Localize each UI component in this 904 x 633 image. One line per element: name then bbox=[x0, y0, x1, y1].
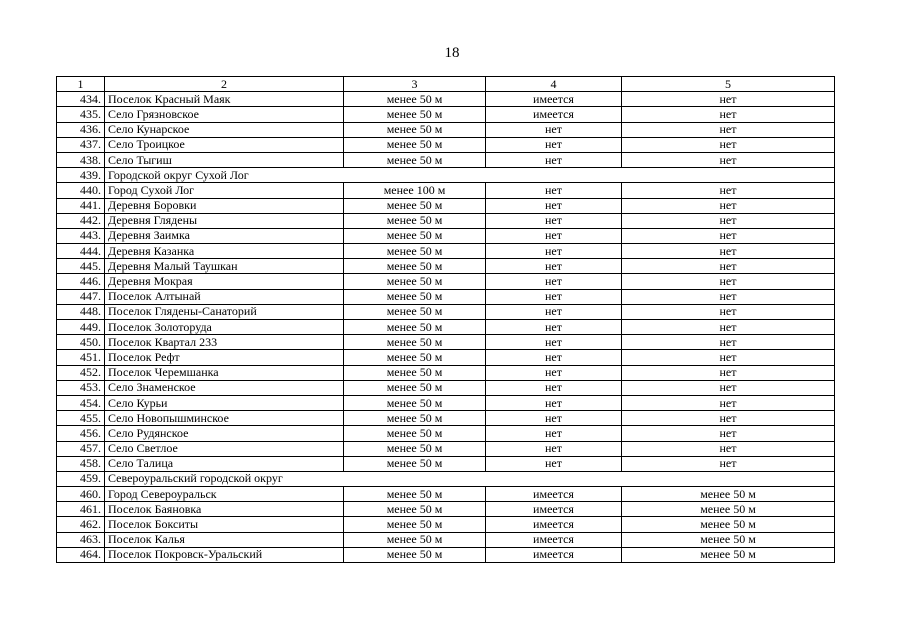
col-5-value: нет bbox=[622, 365, 835, 380]
table-row bbox=[57, 365, 835, 380]
header-col-5: 5 bbox=[622, 77, 835, 92]
col-3-value: менее 50 м bbox=[344, 152, 486, 167]
settlement-name: Поселок Рефт bbox=[105, 350, 344, 365]
settlement-name: Село Грязновское bbox=[105, 107, 344, 122]
settlement-name: Село Троицкое bbox=[105, 137, 344, 152]
col-3-value: менее 50 м bbox=[344, 547, 486, 562]
table-body bbox=[57, 77, 835, 563]
col-5-value: нет bbox=[622, 350, 835, 365]
row-number: 447. bbox=[57, 289, 105, 304]
settlement-name: Село Новопышминское bbox=[105, 411, 344, 426]
row-number: 455. bbox=[57, 411, 105, 426]
row-number: 437. bbox=[57, 137, 105, 152]
col-4-value: нет bbox=[486, 335, 622, 350]
settlement-name: Село Тыгиш bbox=[105, 152, 344, 167]
settlement-name: Поселок Бокситы bbox=[105, 517, 344, 532]
row-number: 458. bbox=[57, 456, 105, 471]
col-5-value: нет bbox=[622, 441, 835, 456]
col-4-value: имеется bbox=[486, 107, 622, 122]
col-3-value: менее 50 м bbox=[344, 198, 486, 213]
col-5-value: нет bbox=[622, 304, 835, 319]
table-row bbox=[57, 92, 835, 107]
col-3-value: менее 50 м bbox=[344, 380, 486, 395]
col-3-value: менее 50 м bbox=[344, 335, 486, 350]
settlement-name: Поселок Покровск-Уральский bbox=[105, 547, 344, 562]
col-4-value: имеется bbox=[486, 517, 622, 532]
row-number: 460. bbox=[57, 487, 105, 502]
col-4-value: нет bbox=[486, 244, 622, 259]
row-number: 459. bbox=[57, 471, 105, 486]
row-number: 463. bbox=[57, 532, 105, 547]
col-5-value: нет bbox=[622, 228, 835, 243]
section-title: Североуральский городской округ bbox=[105, 471, 835, 486]
row-number: 456. bbox=[57, 426, 105, 441]
col-5-value: нет bbox=[622, 244, 835, 259]
table-row bbox=[57, 426, 835, 441]
section-row bbox=[57, 168, 835, 183]
col-5-value: нет bbox=[622, 107, 835, 122]
col-5-value: менее 50 м bbox=[622, 487, 835, 502]
table-row bbox=[57, 289, 835, 304]
section-row bbox=[57, 471, 835, 486]
col-5-value: нет bbox=[622, 320, 835, 335]
settlement-name: Село Знаменское bbox=[105, 380, 344, 395]
settlement-name: Село Светлое bbox=[105, 441, 344, 456]
col-3-value: менее 50 м bbox=[344, 289, 486, 304]
table-row bbox=[57, 259, 835, 274]
col-4-value: нет bbox=[486, 320, 622, 335]
header-col-4: 4 bbox=[486, 77, 622, 92]
col-3-value: менее 50 м bbox=[344, 137, 486, 152]
row-number: 441. bbox=[57, 198, 105, 213]
col-5-value: нет bbox=[622, 380, 835, 395]
col-4-value: нет bbox=[486, 395, 622, 410]
settlement-name: Поселок Баяновка bbox=[105, 502, 344, 517]
col-4-value: имеется bbox=[486, 532, 622, 547]
col-4-value: нет bbox=[486, 426, 622, 441]
settlement-name: Деревня Боровки bbox=[105, 198, 344, 213]
col-4-value: нет bbox=[486, 137, 622, 152]
col-4-value: нет bbox=[486, 213, 622, 228]
settlement-name: Деревня Заимка bbox=[105, 228, 344, 243]
row-number: 451. bbox=[57, 350, 105, 365]
col-3-value: менее 50 м bbox=[344, 502, 486, 517]
col-5-value: нет bbox=[622, 213, 835, 228]
col-3-value: менее 50 м bbox=[344, 456, 486, 471]
row-number: 435. bbox=[57, 107, 105, 122]
settlement-name: Село Талица bbox=[105, 456, 344, 471]
row-number: 440. bbox=[57, 183, 105, 198]
col-4-value: нет bbox=[486, 122, 622, 137]
table-row bbox=[57, 228, 835, 243]
table-row bbox=[57, 335, 835, 350]
col-5-value: нет bbox=[622, 456, 835, 471]
settlement-name: Деревня Малый Таушкан bbox=[105, 259, 344, 274]
settlement-name: Деревня Казанка bbox=[105, 244, 344, 259]
table-row bbox=[57, 532, 835, 547]
settlements-table bbox=[56, 76, 835, 563]
table-row bbox=[57, 274, 835, 289]
settlement-name: Село Курьи bbox=[105, 395, 344, 410]
col-3-value: менее 50 м bbox=[344, 441, 486, 456]
row-number: 436. bbox=[57, 122, 105, 137]
col-3-value: менее 50 м bbox=[344, 228, 486, 243]
row-number: 448. bbox=[57, 304, 105, 319]
col-5-value: нет bbox=[622, 183, 835, 198]
col-4-value: нет bbox=[486, 228, 622, 243]
table-row bbox=[57, 183, 835, 198]
row-number: 457. bbox=[57, 441, 105, 456]
col-3-value: менее 50 м bbox=[344, 365, 486, 380]
settlement-name: Поселок Красный Маяк bbox=[105, 92, 344, 107]
settlement-name: Село Кунарское bbox=[105, 122, 344, 137]
settlement-name: Город Североуральск bbox=[105, 487, 344, 502]
col-5-value: нет bbox=[622, 152, 835, 167]
col-4-value: нет bbox=[486, 365, 622, 380]
col-4-value: нет bbox=[486, 304, 622, 319]
col-4-value: нет bbox=[486, 441, 622, 456]
table-row bbox=[57, 137, 835, 152]
row-number: 461. bbox=[57, 502, 105, 517]
col-4-value: нет bbox=[486, 380, 622, 395]
col-4-value: нет bbox=[486, 456, 622, 471]
col-3-value: менее 100 м bbox=[344, 183, 486, 198]
col-3-value: менее 50 м bbox=[344, 107, 486, 122]
table-row bbox=[57, 350, 835, 365]
col-5-value: нет bbox=[622, 198, 835, 213]
table-row bbox=[57, 198, 835, 213]
settlement-name: Деревня Глядены bbox=[105, 213, 344, 228]
header-col-3: 3 bbox=[344, 77, 486, 92]
table-row bbox=[57, 487, 835, 502]
header-col-2: 2 bbox=[105, 77, 344, 92]
table-row bbox=[57, 213, 835, 228]
row-number: 439. bbox=[57, 168, 105, 183]
settlement-name: Село Рудянское bbox=[105, 426, 344, 441]
col-3-value: менее 50 м bbox=[344, 411, 486, 426]
col-4-value: нет bbox=[486, 411, 622, 426]
table-row bbox=[57, 456, 835, 471]
table-row bbox=[57, 517, 835, 532]
col-3-value: менее 50 м bbox=[344, 395, 486, 410]
col-5-value: нет bbox=[622, 426, 835, 441]
col-3-value: менее 50 м bbox=[344, 320, 486, 335]
row-number: 443. bbox=[57, 228, 105, 243]
col-3-value: менее 50 м bbox=[344, 213, 486, 228]
col-5-value: нет bbox=[622, 259, 835, 274]
table-row bbox=[57, 320, 835, 335]
col-4-value: нет bbox=[486, 198, 622, 213]
row-number: 462. bbox=[57, 517, 105, 532]
row-number: 454. bbox=[57, 395, 105, 410]
col-5-value: нет bbox=[622, 411, 835, 426]
col-4-value: нет bbox=[486, 274, 622, 289]
section-title: Городской округ Сухой Лог bbox=[105, 168, 835, 183]
col-5-value: менее 50 м bbox=[622, 502, 835, 517]
col-5-value: нет bbox=[622, 335, 835, 350]
col-3-value: менее 50 м bbox=[344, 274, 486, 289]
table-row bbox=[57, 122, 835, 137]
table-row bbox=[57, 411, 835, 426]
col-5-value: менее 50 м bbox=[622, 517, 835, 532]
row-number: 438. bbox=[57, 152, 105, 167]
header-col-1: 1 bbox=[57, 77, 105, 92]
col-3-value: менее 50 м bbox=[344, 487, 486, 502]
row-number: 450. bbox=[57, 335, 105, 350]
col-3-value: менее 50 м bbox=[344, 259, 486, 274]
settlement-name: Поселок Алтынай bbox=[105, 289, 344, 304]
col-4-value: имеется bbox=[486, 92, 622, 107]
row-number: 453. bbox=[57, 380, 105, 395]
col-5-value: нет bbox=[622, 395, 835, 410]
col-3-value: менее 50 м bbox=[344, 244, 486, 259]
table-row bbox=[57, 547, 835, 562]
table-row bbox=[57, 304, 835, 319]
col-4-value: нет bbox=[486, 183, 622, 198]
row-number: 444. bbox=[57, 244, 105, 259]
col-4-value: нет bbox=[486, 350, 622, 365]
row-number: 449. bbox=[57, 320, 105, 335]
table-row bbox=[57, 244, 835, 259]
settlement-name: Город Сухой Лог bbox=[105, 183, 344, 198]
col-5-value: нет bbox=[622, 289, 835, 304]
row-number: 442. bbox=[57, 213, 105, 228]
col-5-value: нет bbox=[622, 122, 835, 137]
col-4-value: имеется bbox=[486, 487, 622, 502]
table-row bbox=[57, 380, 835, 395]
table-row bbox=[57, 107, 835, 122]
settlement-name: Поселок Калья bbox=[105, 532, 344, 547]
settlement-name: Поселок Квартал 233 bbox=[105, 335, 344, 350]
col-3-value: менее 50 м bbox=[344, 517, 486, 532]
page-number: 18 bbox=[444, 45, 460, 61]
col-4-value: нет bbox=[486, 289, 622, 304]
col-3-value: менее 50 м bbox=[344, 92, 486, 107]
col-5-value: нет bbox=[622, 137, 835, 152]
row-number: 452. bbox=[57, 365, 105, 380]
col-3-value: менее 50 м bbox=[344, 426, 486, 441]
col-3-value: менее 50 м bbox=[344, 350, 486, 365]
row-number: 434. bbox=[57, 92, 105, 107]
row-number: 464. bbox=[57, 547, 105, 562]
settlement-name: Поселок Черемшанка bbox=[105, 365, 344, 380]
col-3-value: менее 50 м bbox=[344, 304, 486, 319]
settlement-name: Деревня Мокрая bbox=[105, 274, 344, 289]
col-4-value: нет bbox=[486, 152, 622, 167]
col-4-value: имеется bbox=[486, 502, 622, 517]
table-row bbox=[57, 395, 835, 410]
col-5-value: нет bbox=[622, 92, 835, 107]
table-row bbox=[57, 152, 835, 167]
col-3-value: менее 50 м bbox=[344, 122, 486, 137]
col-4-value: нет bbox=[486, 259, 622, 274]
col-3-value: менее 50 м bbox=[344, 532, 486, 547]
table-row bbox=[57, 502, 835, 517]
col-5-value: нет bbox=[622, 274, 835, 289]
col-5-value: менее 50 м bbox=[622, 532, 835, 547]
settlement-name: Поселок Золоторуда bbox=[105, 320, 344, 335]
row-number: 445. bbox=[57, 259, 105, 274]
table-row bbox=[57, 441, 835, 456]
col-5-value: менее 50 м bbox=[622, 547, 835, 562]
col-4-value: имеется bbox=[486, 547, 622, 562]
row-number: 446. bbox=[57, 274, 105, 289]
table-header-row bbox=[57, 77, 835, 92]
settlement-name: Поселок Глядены-Санаторий bbox=[105, 304, 344, 319]
